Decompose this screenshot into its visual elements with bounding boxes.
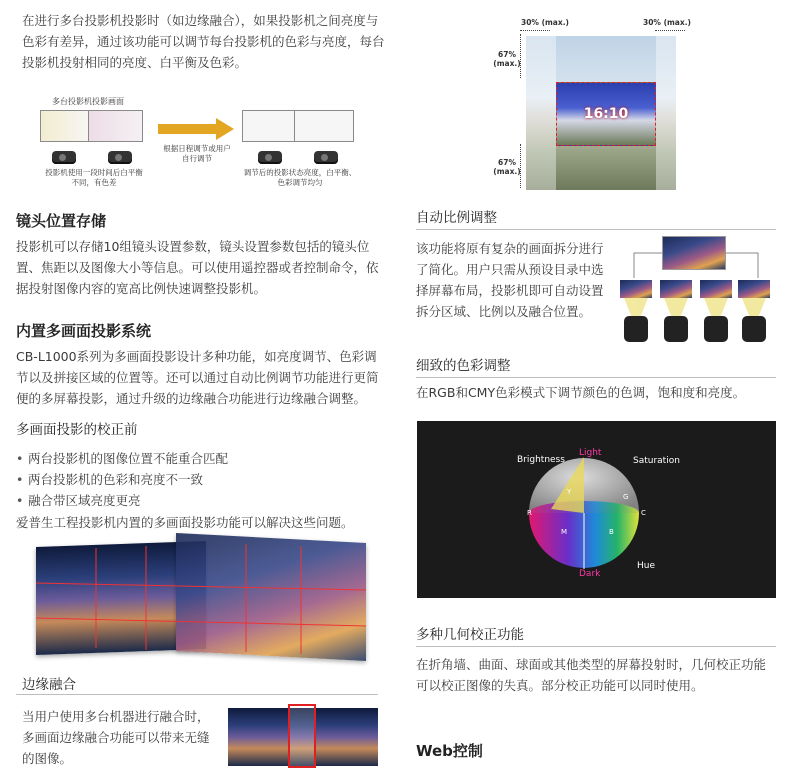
auto-layout-diagram	[616, 232, 776, 344]
list-item: • 融合带区域亮度更亮	[16, 490, 386, 511]
multi-paragraph: CB-L1000系列为多画面投影设计多种功能，如亮度调节、色彩调节以及拼接区域的位置等。还可以通过自动比例调节功能进行更简便的多屏幕投影，通过升级的边缘融合功能进行边缘融合调整。	[16, 349, 379, 406]
geometry-paragraph: 在折角墙、曲面、球面或其他类型的屏幕投射时，几何校正功能可以校正图像的失真。部分校正功能可以同时使用。	[416, 657, 767, 693]
color-heading: 细致的色彩调整	[416, 358, 511, 374]
label-y: Y	[567, 488, 572, 496]
after-caption: 调节后的投影状态亮度，白平衡、色彩调节均匀	[243, 168, 357, 187]
label-top-percent: 67% (max.)	[493, 50, 521, 68]
geometry-heading: 多种几何校正功能	[416, 627, 524, 643]
label-g: G	[623, 493, 629, 501]
label-c: C	[641, 509, 646, 517]
edge-blend-photo	[228, 708, 378, 766]
label-m: M	[561, 528, 568, 536]
before-screen-right	[88, 110, 143, 142]
projector-icon	[52, 151, 76, 164]
color-match-diagram	[30, 96, 360, 192]
arrow-label: 根据日程调节或用户自行调节	[163, 144, 231, 163]
multi-screen-photo	[36, 538, 386, 660]
color-paragraph: 在RGB和CMY色彩模式下调节颜色的色调，饱和度和亮度。	[416, 385, 746, 400]
intro-paragraph: 在进行多台投影机投影时（如边缘融合），如果投影机之间亮度与色彩有差异，通过该功能可以调节每台投影机的色彩与亮度，每台投影机投射相同的亮度、白平衡及色彩。	[22, 13, 385, 70]
auto-heading: 自动比例调整	[416, 210, 497, 226]
label-right-percent: 30% (max.)	[643, 18, 691, 27]
list-item: • 两台投影机的色彩和亮度不一致	[16, 469, 386, 490]
label-saturation: Saturation	[633, 456, 680, 466]
after-screen-right	[294, 110, 354, 142]
lens-paragraph: 投影机可以存储10组镜头设置参数，镜头设置参数包括的镜头位置、焦距以及图像大小等信息。可以使用遥控器或者控制命令，依据投射图像内容的宽高比例快速调整投影机。	[16, 239, 379, 296]
split-screen	[738, 280, 770, 298]
before-screen-left	[40, 110, 95, 142]
projector-icon	[624, 316, 648, 342]
label-b: B	[609, 528, 614, 536]
projector-icon	[258, 151, 282, 164]
color-sphere-figure	[417, 421, 776, 598]
diagram-title: 多台投影机投影画面	[52, 97, 124, 106]
edge-paragraph: 当用户使用多台机器进行融合时，多画面边缘融合功能可以带来无缝的图像。	[22, 709, 210, 766]
aspect-ratio-figure	[490, 14, 700, 192]
label-brightness: Brightness	[517, 455, 565, 465]
web-heading: Web控制	[416, 742, 483, 760]
arrow-right-icon	[158, 118, 234, 140]
blend-highlight-box	[288, 704, 316, 768]
lens-heading: 镜头位置存储	[16, 212, 107, 230]
label-r: R	[527, 509, 532, 517]
projector-icon	[314, 151, 338, 164]
before-caption: 投影机使用一段时间后白平衡不同，有色差	[45, 168, 143, 187]
dotted-arrow-top	[520, 34, 521, 78]
label-light: Light	[579, 448, 602, 458]
dotted-arrow-bottom	[520, 144, 521, 188]
multi-heading: 内置多画面投影系统	[16, 322, 152, 340]
projector-icon	[664, 316, 688, 342]
ratio-label: 16:10	[583, 106, 629, 122]
dotted-arrow-right	[655, 30, 685, 31]
projector-icon	[704, 316, 728, 342]
projector-icon	[742, 316, 766, 342]
before-bullet-list	[16, 448, 386, 511]
label-dark: Dark	[579, 569, 601, 579]
section-divider	[416, 377, 776, 378]
edge-heading: 边缘融合	[22, 677, 76, 693]
label-bottom-percent: 67% (max.)	[493, 158, 521, 176]
section-divider	[416, 229, 776, 230]
label-hue: Hue	[637, 561, 656, 571]
after-screen-left	[242, 110, 302, 142]
label-left-percent: 30% (max.)	[521, 18, 569, 27]
list-item: • 两台投影机的图像位置不能重合匹配	[16, 448, 386, 469]
split-screen	[620, 280, 652, 298]
split-screen	[660, 280, 692, 298]
light-beams	[616, 298, 776, 318]
auto-paragraph: 该功能将原有复杂的画面拆分进行了简化。用户只需从预设目录中选择屏幕布局，投影机即可自动设置拆分区域、比例以及融合位置。	[416, 241, 604, 319]
before-heading: 多画面投影的校正前	[16, 422, 138, 438]
split-screen	[700, 280, 732, 298]
grid-overlay	[36, 538, 366, 660]
dotted-arrow-left	[520, 30, 550, 31]
projector-icon	[108, 151, 132, 164]
section-divider	[416, 646, 776, 647]
section-divider	[16, 694, 378, 695]
before-note: 爱普生工程投影机内置的多画面投影功能可以解决这些问题。	[16, 515, 354, 530]
